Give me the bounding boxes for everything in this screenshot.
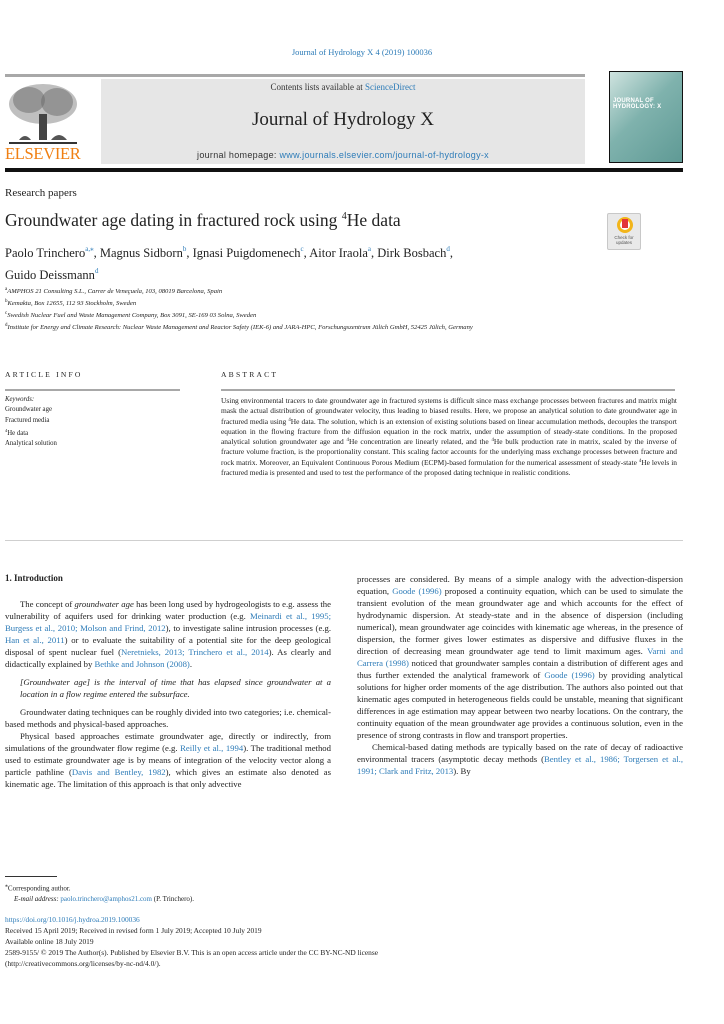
text: The concept of (20, 599, 75, 609)
contents-line (101, 82, 585, 92)
affiliation-text: Swedish Nuclear Fuel and Waste Management Company, Box 3091, SE-169 03 Solna, Sweden (7, 312, 257, 319)
affiliation-text: AMPHOS 21 Consulting S.L., Carrer de Veneçuela, 103, 08019 Barcelona, Spain (7, 288, 223, 295)
keyword-superscript: 4 (5, 427, 8, 433)
title-part-2: He data (346, 210, 401, 230)
author-separator: , (93, 246, 100, 260)
affiliation-mark: a (5, 287, 8, 292)
author-name: Aitor Iraola (309, 246, 368, 260)
affiliation-mark: c (5, 311, 8, 316)
email-label: E-mail address: (14, 895, 59, 904)
corresponding-author-note (5, 881, 505, 894)
check-for-updates-button[interactable] (607, 213, 641, 250)
author-separator: , (186, 246, 193, 260)
text: has been long used by hydrogeologists to e.g. assess the vulnerability of aquifers used for drinking water production (e.g. (5, 599, 332, 621)
author-name: Paolo Trinchero (5, 246, 86, 260)
citation-link[interactable]: Neretnieks, 2013; Trinchero et al., 2014 (120, 647, 269, 657)
crossmark-label: Check for updates (614, 235, 634, 245)
author-affiliation-mark[interactable]: a,⁎ (85, 245, 94, 253)
journal-cover-image (609, 71, 683, 163)
paragraph (357, 573, 683, 741)
affiliation-text: Kemakta, Box 12655, 112 93 Stockholm, Sweden (7, 300, 137, 307)
author-name: Guido Deissmann (5, 268, 95, 282)
abstract-rule (221, 389, 675, 391)
text: proposed a continuity equation, which can be used to simulate the transient evolution of the mean groundwater age and which accounts for the effect of hydrodynamic dispersion. At steady-state and in the absence of dispersion (including numerical), mean groundwater age coincides with kinematic age whereas, in the presence of dispersion, the former gives lower estimates as dispersive and diffusive fluxes in the direction of decreasing mean groundwater age tend to limit maximum ages. (357, 586, 684, 656)
article-section-label: Research papers (5, 187, 77, 199)
text: . (189, 659, 192, 669)
keyword: Analytical solution (5, 440, 57, 448)
author-name: Ignasi Puigdomenech (192, 246, 301, 260)
abstract-text: He bulk production rate in matrix, scaled by the inverse of fracture volume fraction, is the proportionality constant. This scaling factor accounts for the underlying mass exchange processes between fracture and rock matrix. Moreover, an Equivalent Continuous Porous Medium (ECPM)-based formulation for the numerical assessment of steady-state (221, 437, 678, 467)
keywords-label: Keywords: (5, 396, 35, 403)
homepage-prefix: journal homepage: (197, 150, 280, 160)
author-name: Dirk Bosbach (377, 246, 447, 260)
citation-link[interactable]: Goode (1996) (392, 586, 442, 596)
text: Chemical-based dating methods are typically based on the rate of decay of radioactive environmental tracers (asymptotic decay methods ( (357, 742, 683, 764)
affiliation-mark: d (5, 323, 8, 328)
text: ), to investigate saline intrusion processes (e.g. (165, 623, 331, 633)
text: ) or to evaluate the suitability of a potential site for the deep geological disposal of spent nuclear fuel ( (5, 635, 331, 657)
author[interactable] (193, 246, 310, 260)
author[interactable] (309, 246, 377, 260)
author-list (5, 240, 585, 284)
author-affiliation-mark[interactable]: c (300, 245, 304, 253)
keyword: Groundwater age (5, 406, 52, 414)
author-separator: , (303, 246, 310, 260)
abstract-bottom-rule (5, 540, 683, 541)
text: Physical based approaches estimate groundwater age, directly or indirectly, from simulations of the groundwater flow regime (e.g. (5, 731, 331, 753)
abstract-text: He levels in fractured media is presented and used to test the performance of the proposed dating technique in realistic conditions. (221, 457, 677, 478)
top-rule (5, 74, 585, 77)
keyword: Fractured media (5, 416, 50, 424)
text: ), which gives an estimate also denoted as kinematic age. The limitation of this approach is that only advective (5, 767, 331, 789)
emphasis: groundwater age (74, 599, 134, 609)
affiliation-text: Institute for Energy and Climate Research: Nuclear Waste Management and Reactor Safety (IEK-6) and JARA-HPC, Forschungszentrum Jülich GmbH, 52425 Jülich, Germany (7, 324, 473, 331)
title-superscript: 4 (341, 211, 347, 222)
paragraph (5, 730, 331, 790)
journal-homepage-link[interactable]: www.journals.elsevier.com/journal-of-hydrology-x (279, 150, 489, 160)
keyword-text: He data (7, 429, 29, 437)
body-column-right (357, 573, 683, 777)
citation-link[interactable]: Meinardi et al., 1995; Burgess et al., 2010; Molson and Frind, 2012 (5, 611, 331, 633)
affiliation (5, 309, 625, 321)
author[interactable] (100, 246, 193, 260)
publication-info (5, 914, 565, 969)
citation-link[interactable]: Bentley et al., 1986; Torgersen et al., 1991; Clark and Fritz, 2013 (357, 754, 683, 776)
license-text: 2589-9155/ © 2019 The Author(s). Published by Elsevier B.V. This is an open access article under the CC BY-NC-ND license (5, 948, 379, 957)
affiliation-mark: b (5, 299, 8, 304)
footnote-text: Corresponding author. (7, 884, 71, 893)
running-head[interactable]: Journal of Hydrology X 4 (2019) 100036 (291, 47, 433, 57)
title-part-1: Groundwater age dating in fractured rock using (5, 210, 342, 230)
cover-title: JOURNAL OF HYDROLOGY: X (613, 98, 662, 110)
section-heading-introduction: 1. Introduction (5, 573, 63, 583)
crossmark-bookmark-icon (622, 219, 628, 228)
elsevier-wordmark: ELSEVIER (5, 144, 81, 163)
abstract-superscript: 4 (346, 438, 349, 444)
affiliation-list (5, 285, 625, 333)
journal-masthead (101, 79, 585, 164)
affiliation (5, 285, 625, 297)
abstract-heading: ABSTRACT (221, 370, 279, 379)
keywords-list (5, 395, 180, 449)
article-title (5, 210, 401, 231)
article-history: Received 15 April 2019; Received in revised form 1 July 2019; Accepted 10 July 2019 (5, 926, 262, 935)
author-affiliation-mark[interactable]: a (367, 245, 371, 253)
text: processes are considered. By means of a simple analogy with the advection-dispersion equation, (357, 574, 683, 596)
journal-title: Journal of Hydrology X (251, 109, 435, 130)
abstract-body (221, 396, 677, 478)
citation-link[interactable]: Han et al., 2011 (5, 635, 65, 645)
body-column-left (5, 598, 331, 790)
email-link[interactable]: paolo.trinchero@amphos21.com (60, 895, 152, 904)
text: ). By (453, 766, 471, 776)
elsevier-logo (5, 80, 81, 164)
citation-link[interactable]: Davis and Bentley, 1982 (71, 767, 166, 777)
article-info-rule (5, 389, 180, 391)
affiliation (5, 297, 625, 309)
paragraph (357, 741, 683, 777)
author-separator: , (449, 246, 453, 260)
available-online: Available online 18 July 2019 (5, 937, 94, 946)
email-suffix: (P. Trinchero). (152, 895, 195, 904)
text: by providing analytical solutions for higher order moments of the age distribution. The authors also pointed out that kinematic ages computed in heterogeneous fields could be unstable, meaning that significant differences in age estimation may appear between two nearby locations. On the contrary, the continuity equation of the mean groundwater age provides a continuous solution, even in the presence of strong contrasts in flow and transport properties. (357, 670, 683, 740)
text: ). The traditional method used to estimate groundwater age is by means of integration of the velocity vector along a particle pathline ( (5, 743, 331, 777)
author-affiliation-mark[interactable]: d (94, 267, 99, 275)
paragraph (5, 598, 331, 670)
header-thick-rule (5, 168, 683, 172)
abstract-text: He concentration are linearly related, and the (348, 437, 492, 447)
footnote-rule (5, 876, 57, 877)
abstract-text: Using environmental tracers to date groundwater age in fractured systems is difficult since mass exchange processes between fractures and matrix might mask the actual distribution of groundwater velocity, thus leading to biased results. Here, we propose an analytical solution to date groundwater age in fractured media using (221, 396, 677, 426)
citation-link[interactable]: Bethke and Johnson (2008) (94, 659, 190, 669)
text: ). As clearly and didactically explained by (5, 647, 331, 669)
license-url[interactable]: (http://creativecommons.org/licenses/by-nc-nd/4.0/). (5, 959, 161, 968)
abstract-superscript: 4 (491, 438, 494, 444)
abstract-superscript: 4 (638, 458, 642, 464)
author[interactable] (5, 246, 100, 260)
author[interactable] (5, 268, 98, 282)
elsevier-tree-icon (5, 80, 81, 146)
citation-link[interactable]: Reilly et al., 1994 (180, 743, 244, 753)
affiliation (5, 321, 625, 333)
citation-link[interactable]: Goode (1996) (544, 670, 595, 680)
author[interactable] (377, 246, 453, 260)
sciencedirect-link[interactable]: ScienceDirect (365, 82, 416, 92)
author-name: Magnus Sidborn (99, 246, 183, 260)
footnotes (5, 881, 505, 905)
doi-link[interactable]: https://doi.org/10.1016/j.hydroa.2019.100036 (5, 915, 140, 924)
article-info-heading: ARTICLE INFO (5, 370, 83, 379)
abstract-superscript: 4 (288, 417, 291, 423)
keyword (5, 426, 180, 439)
author-affiliation-mark[interactable]: b (182, 245, 187, 253)
paragraph: Groundwater dating techniques can be roughly divided into two categories; i.e. chemical-based methods and physical-based approaches. (5, 707, 331, 729)
author-separator: , (370, 246, 378, 260)
author-affiliation-mark[interactable]: d (446, 245, 450, 253)
citation-link[interactable]: Varni and Carrera (1998) (357, 646, 683, 668)
abstract-text: He data. The solution, which is an extension of existing solutions based on linear accumulation methods, decouples the transport equation in the flowing fracture from the diffusion equation in the rock matrix, under the assumption of steady-state conditions. In the proposed analytical solution groundwater age and (221, 416, 677, 447)
block-quote: [Groundwater age] is the interval of time that has elapsed since groundwater at a location in a flow regime entered the subsurface. (20, 677, 331, 699)
contents-prefix: Contents lists available at (270, 82, 365, 92)
footnote-mark: ⁎ (5, 883, 8, 889)
homepage-line (101, 150, 585, 160)
email-note (5, 894, 505, 905)
text: noticed that groundwater samples contain a distribution of different ages and thus further extended the analytical framework of (357, 658, 683, 680)
